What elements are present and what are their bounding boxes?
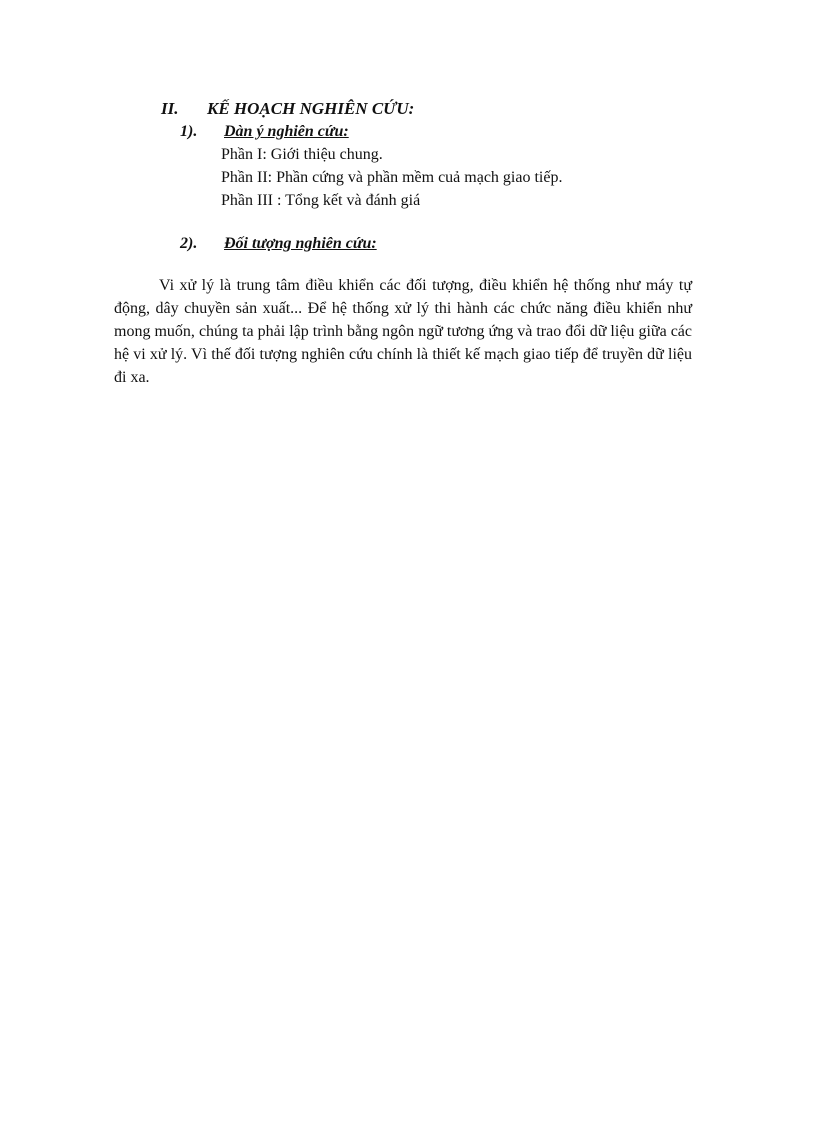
- subsection-heading-outline: [180, 123, 349, 141]
- subsection-number: 2).: [180, 235, 198, 252]
- outline-item-part-3: Phần III : Tổng kết và đánh giá: [221, 192, 421, 209]
- body-paragraph: Vi xử lý là trung tâm điều khiển các đối tượng, điều khiển hệ thống như máy tự động, dây chuyền sản xuất... Để hệ thống xử lý thi hành các chức năng điều khiển như mong muốn, chúng ta phải lập trình bằng ngôn ngữ tương ứng và trao đổi dữ liệu giữa các hệ vi xử lý. Vì thế đối tượng nghiên cứu chính là thiết kế mạch giao tiếp để truyền dữ liệu đi xa.: [114, 277, 692, 386]
- subsection-title: Dàn ý nghiên cứu:: [224, 123, 349, 140]
- outline-item-part-1: Phần I: Giới thiệu chung.: [221, 146, 383, 163]
- section-number: II.: [161, 99, 179, 118]
- section-heading: [161, 99, 414, 119]
- subsection-number: 1).: [180, 123, 198, 140]
- subsection-heading-research-object: [180, 235, 377, 253]
- section-title: KẾ HOẠCH NGHIÊN CỨU:: [207, 99, 415, 118]
- outline-item-part-2: Phần II: Phần cứng và phần mềm cuả mạch giao tiếp.: [221, 169, 563, 186]
- subsection-title: Đối tượng nghiên cứu:: [224, 235, 377, 252]
